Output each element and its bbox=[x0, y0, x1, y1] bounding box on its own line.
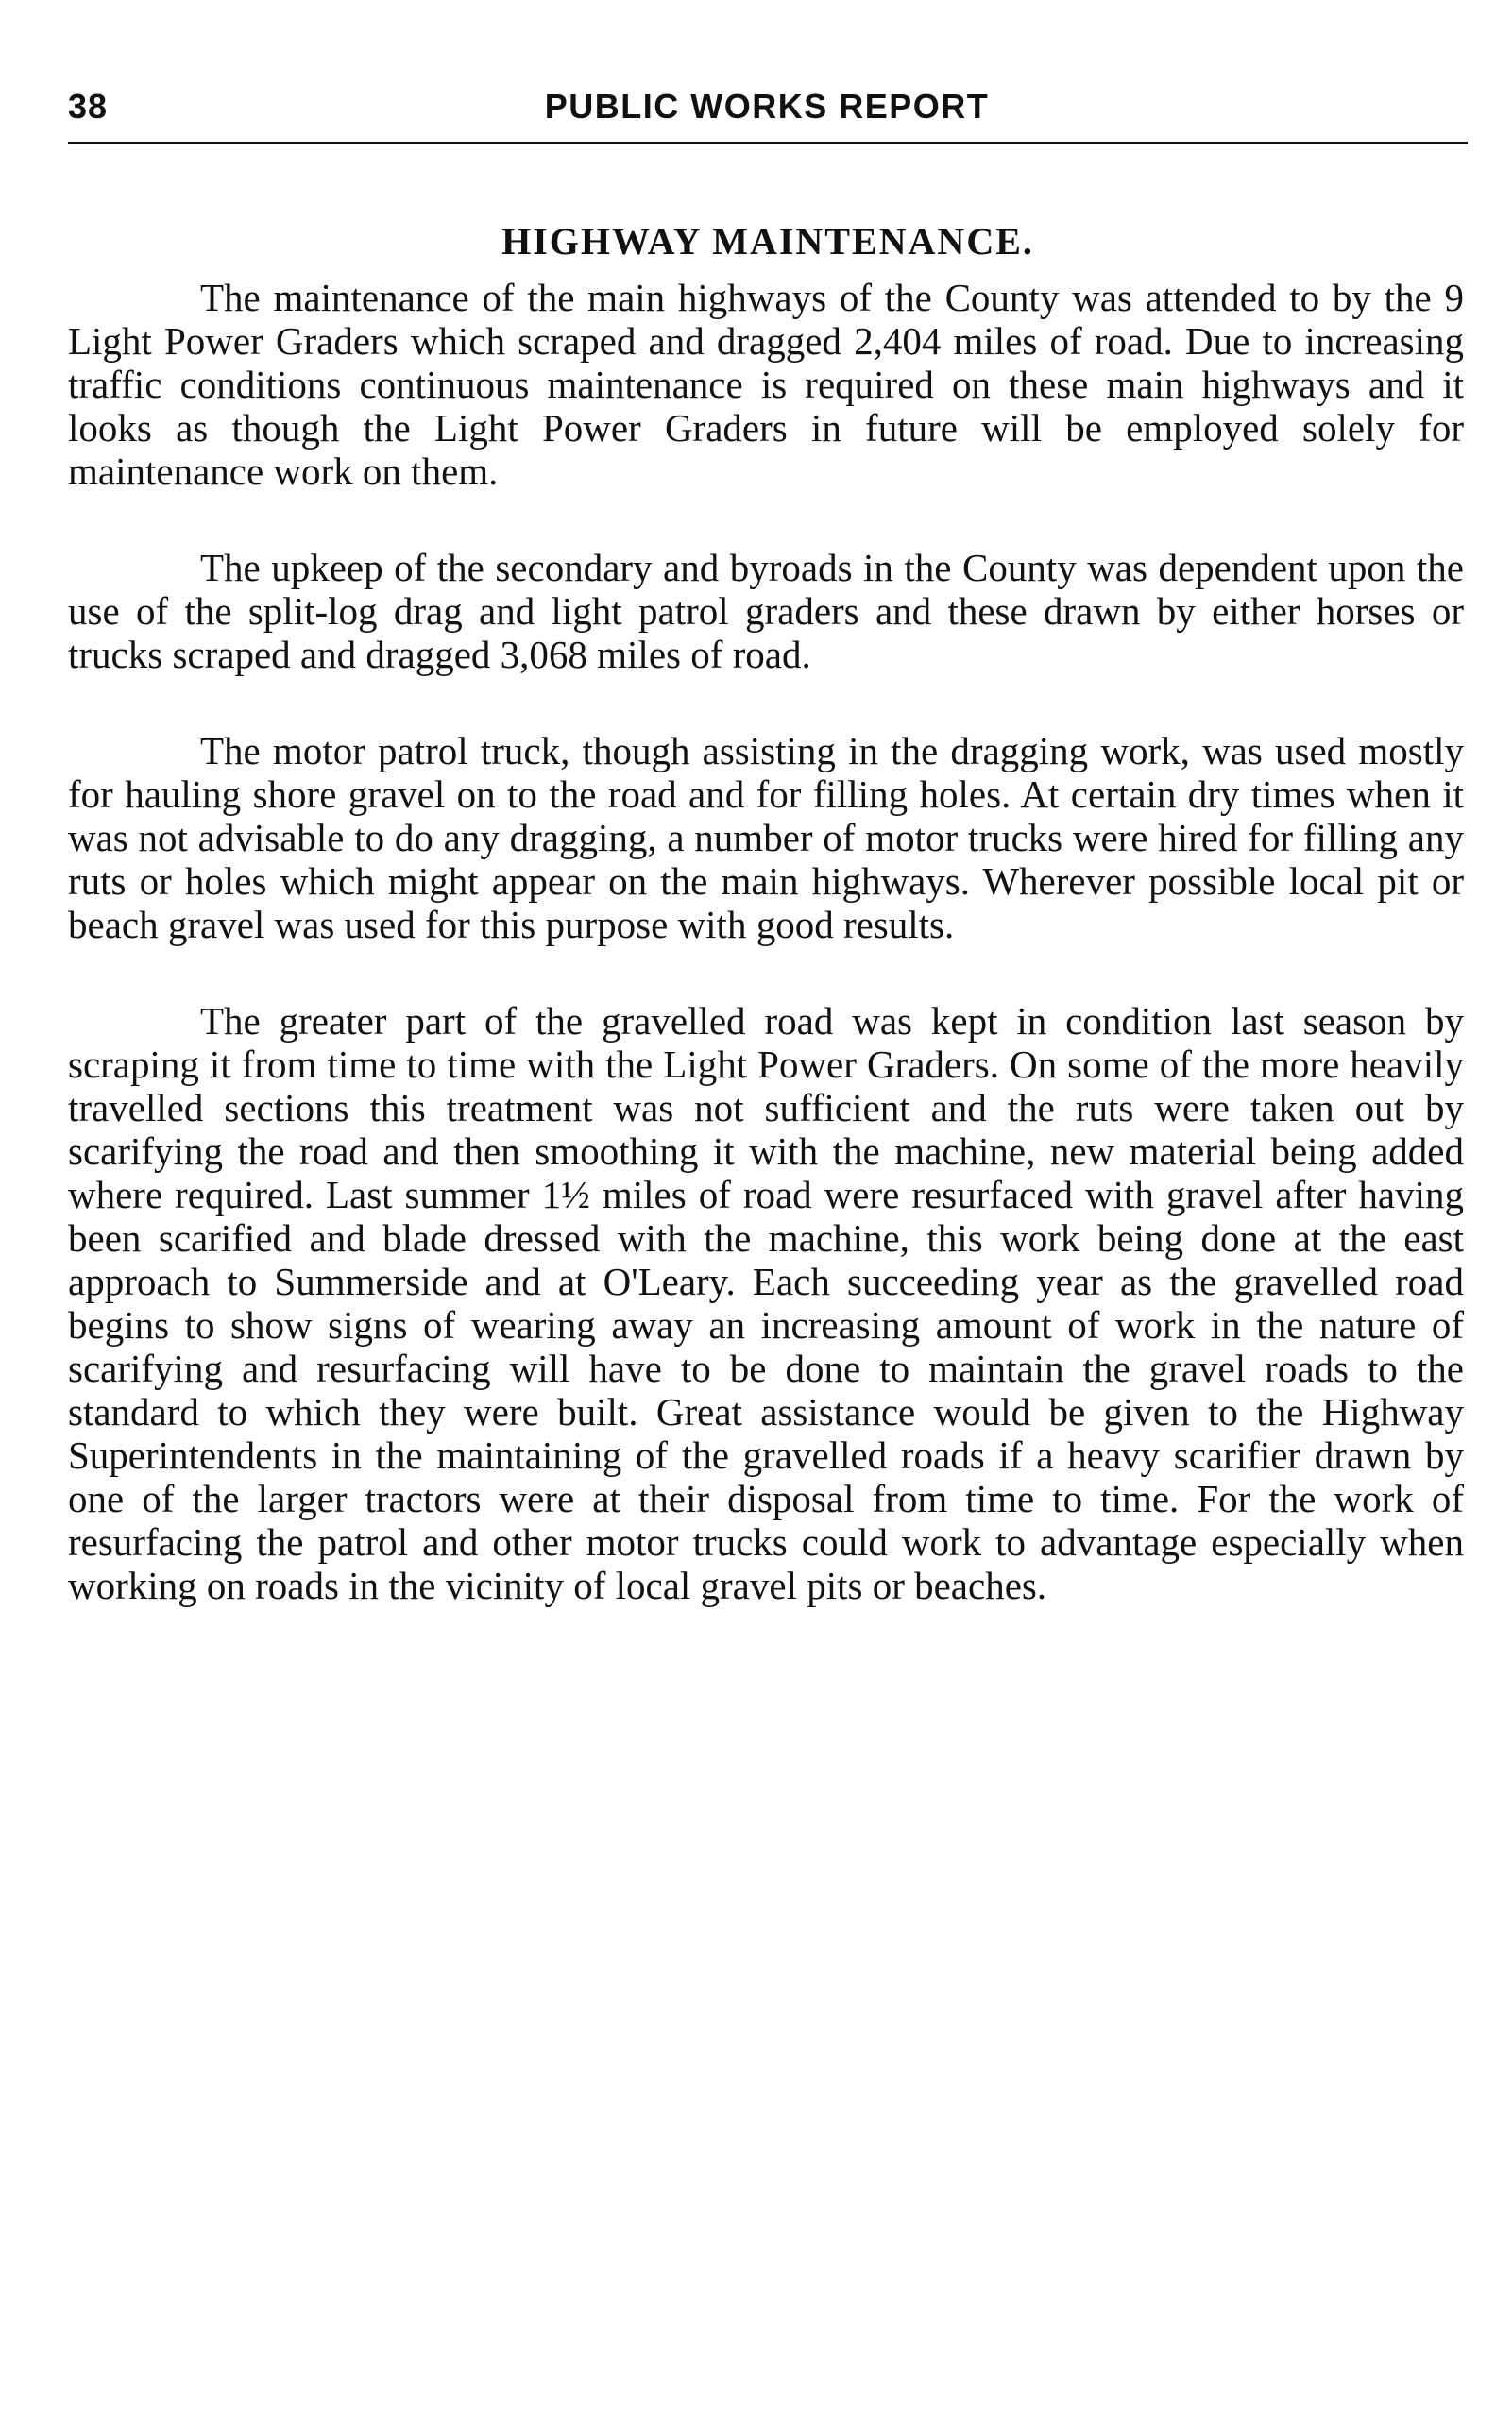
running-header bbox=[68, 87, 1466, 144]
paragraph-gravelled-road: The greater part of the gravelled road was kept in condition last season by scraping it from time to time with the Light Power Graders. On some of the more heavily travelled sections this treatment was not sufficient and the ruts were taken out by scarifying the road and then smoothing it with the machine, new material being added where required. Last summer 1½ miles of road were resurfaced with gravel after having been scarified and blade dressed with the machine, this work being done at the east approach to Summerside and at O'Leary. Each succeeding year as the gravelled road begins to show signs of wearing away an increasing amount of work in the nature of scarifying and resurfacing will have to be done to maintain the gravel roads to the standard to which they were built. Great assistance would be given to the Highway Superintendents in the maintaining of the gravelled roads if a heavy scarifier drawn by one of the larger tractors were at their disposal from time to time. For the work of resurfacing the patrol and other motor trucks could work to advantage especially when working on roads in the vicinity of local gravel pits or beaches. bbox=[68, 999, 1464, 1607]
body-text bbox=[68, 276, 1464, 1607]
header-rule bbox=[68, 142, 1468, 144]
paragraph-upkeep: The upkeep of the secondary and byroads in the County was dependent upon the use of the split-log drag and light patrol graders and these drawn by either horses or trucks scraped and dragged 3,068 miles of road. bbox=[68, 546, 1464, 676]
paragraph-maintenance: The maintenance of the main highways of the County was attended to by the 9 Light Power Graders which scraped and dragged 2,404 miles of road. Due to increasing traffic conditions continuous maintenance is required on these main highways and it looks as though the Light Power Graders in future will be employed solely for maintenance work on them. bbox=[68, 276, 1464, 493]
section-title: HIGHWAY MAINTENANCE. bbox=[501, 219, 1034, 263]
paragraph-motor-patrol: The motor patrol truck, though assisting in the dragging work, was used mostly for hauling shore gravel on to the road and for filling holes. At certain dry times when it was not advisable to do any dragging, a number of motor trucks were hired for filling any ruts or holes which might appear on the main highways. Wherever possible local pit or beach gravel was used for this purpose with good results. bbox=[68, 729, 1464, 946]
page-number: 38 bbox=[68, 87, 109, 126]
running-title: PUBLIC WORKS REPORT bbox=[544, 87, 990, 126]
